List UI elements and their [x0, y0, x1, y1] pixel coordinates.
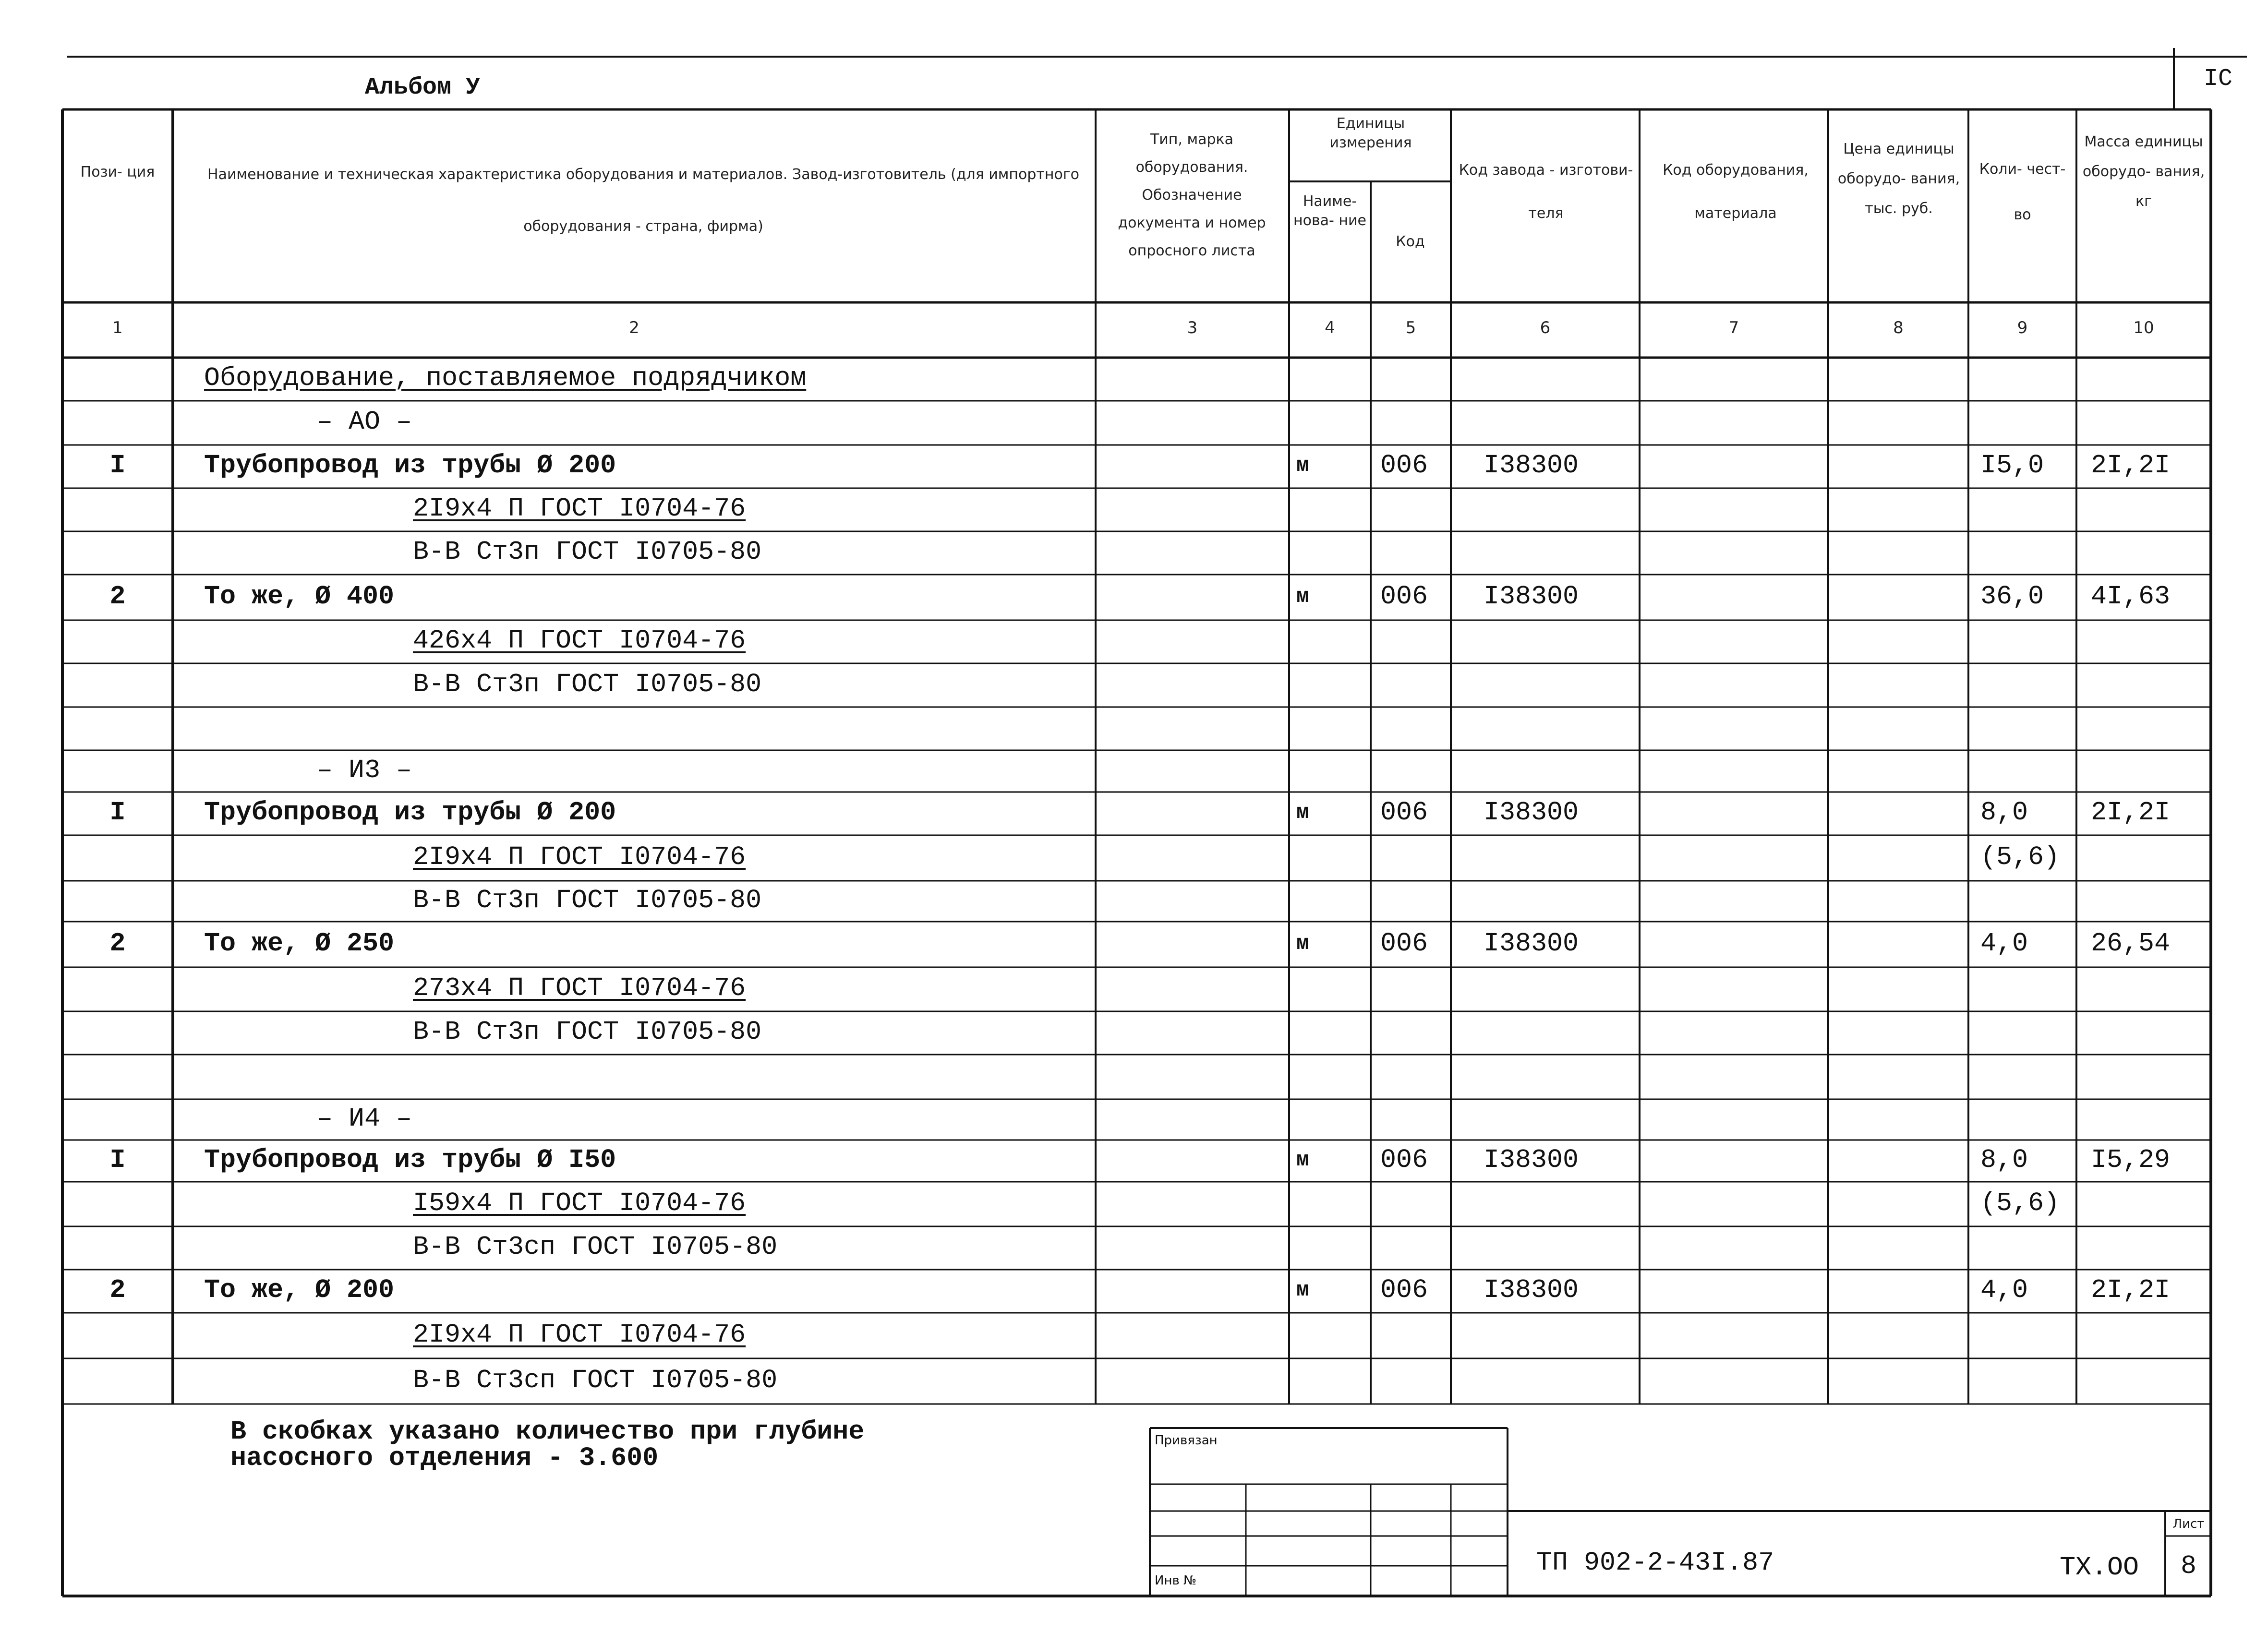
- document-code: ТП 902-2-43I.87: [1536, 1548, 1774, 1578]
- row-name: То же, Ø 250: [204, 928, 395, 959]
- row-name: – АО –: [317, 407, 412, 437]
- column-number-8: 8: [1893, 318, 1904, 337]
- row-plant-code: I38300: [1484, 1275, 1579, 1305]
- row-name: В-В Ст3п ГОСТ I0705-80: [413, 669, 762, 699]
- row-name: Оборудование, поставляемое подрядчиком: [204, 363, 807, 393]
- header-equipment-code: Код оборудования, материала: [1663, 162, 1809, 222]
- row-plant-code: I38300: [1484, 581, 1579, 612]
- header-plant-code: Код завода - изготови- теля: [1459, 162, 1633, 222]
- row-unit: м: [1296, 1148, 1309, 1172]
- row-name: 2I9х4 П ГОСТ I0704-76: [413, 841, 746, 872]
- row-position: 2: [109, 928, 126, 959]
- row-quantity: 8,0: [1980, 797, 2028, 828]
- row-position: I: [109, 1144, 126, 1175]
- row-name: То же, Ø 200: [204, 1275, 395, 1305]
- column-number-7: 7: [1728, 318, 1739, 337]
- row-name: В-В Ст3п ГОСТ I0705-80: [413, 537, 762, 567]
- row-unit: м: [1296, 454, 1309, 478]
- column-number-1: 1: [112, 318, 123, 337]
- row-name: Трубопровод из трубы Ø I50: [204, 1144, 616, 1175]
- header-position: Пози- ция: [80, 164, 155, 180]
- row-quantity: 8,0: [1980, 1144, 2028, 1175]
- row-unit: м: [1296, 801, 1309, 825]
- row-quantity: 36,0: [1980, 581, 2044, 612]
- row-name: – И3 –: [317, 755, 412, 785]
- row-plant-code: I38300: [1484, 928, 1579, 959]
- row-mass: 4I,63: [2091, 581, 2171, 612]
- row-position: I: [109, 450, 126, 480]
- row-unit: м: [1296, 931, 1309, 956]
- row-name: 273х4 П ГОСТ I0704-76: [413, 973, 746, 1003]
- footnote-line-2: насосного отделения - 3.600: [230, 1443, 659, 1473]
- row-unit-code: 006: [1380, 1275, 1428, 1305]
- row-unit-code: 006: [1380, 928, 1428, 959]
- row-quantity: 4,0: [1980, 1275, 2028, 1305]
- sheet-label: Лист: [2172, 1517, 2205, 1531]
- row-mass: 2I,2I: [2091, 450, 2171, 480]
- header-quantity: Коли- чест- во: [1979, 161, 2066, 223]
- column-number-3: 3: [1187, 318, 1198, 337]
- section-code: ТХ.ОО: [2060, 1552, 2139, 1583]
- row-position: 2: [109, 581, 126, 612]
- corner-sheet-number: IC: [2204, 65, 2233, 93]
- header-mass: Масса единицы оборудо- вания, кг: [2082, 133, 2205, 210]
- row-mass: 26,54: [2091, 928, 2171, 959]
- row-unit: м: [1296, 584, 1309, 609]
- column-number-2: 2: [629, 318, 639, 337]
- column-number-10: 10: [2133, 318, 2154, 337]
- row-unit: м: [1296, 1278, 1309, 1302]
- row-quantity: 4,0: [1980, 928, 2028, 959]
- row-name: В-В Ст3сп ГОСТ I0705-80: [413, 1365, 778, 1395]
- column-number-9: 9: [2017, 318, 2028, 337]
- row-position: I: [109, 797, 126, 828]
- row-name: Трубопровод из трубы Ø 200: [204, 450, 616, 480]
- header-unit-name: Наиме- нова- ние: [1293, 193, 1366, 229]
- header-name: Наименование и техническая характеристика оборудования и материалов. Завод-изготовитель (для импортного оборудования - страна, фирма): [207, 166, 1079, 235]
- header-units: Единицы измерения: [1329, 115, 1412, 151]
- column-number-5: 5: [1405, 318, 1416, 337]
- row-name: То же, Ø 400: [204, 581, 395, 612]
- row-name: – И4 –: [317, 1103, 412, 1134]
- footnote-line-1: В скобках указано количество при глубине: [230, 1416, 865, 1447]
- album-title: Альбом У: [365, 74, 481, 101]
- row-mass: 2I,2I: [2091, 1275, 2171, 1305]
- row-unit-code: 006: [1380, 450, 1428, 480]
- row-plant-code: I38300: [1484, 797, 1579, 828]
- row-plant-code: I38300: [1484, 450, 1579, 480]
- row-unit-code: 006: [1380, 797, 1428, 828]
- column-number-6: 6: [1540, 318, 1551, 337]
- row-mass: 2I,2I: [2091, 797, 2171, 828]
- row-unit-code: 006: [1380, 581, 1428, 612]
- row-name: 2I9х4 П ГОСТ I0704-76: [413, 493, 746, 524]
- row-name: В-В Ст3п ГОСТ I0705-80: [413, 885, 762, 915]
- stamp-inventory-label: Инв №: [1155, 1573, 1197, 1588]
- row-name: В-В Ст3п ГОСТ I0705-80: [413, 1017, 762, 1047]
- row-name: I59х4 П ГОСТ I0704-76: [413, 1188, 746, 1218]
- row-name: 2I9х4 П ГОСТ I0704-76: [413, 1319, 746, 1350]
- row-quantity: (5,6): [1980, 841, 2060, 872]
- row-position: 2: [109, 1275, 126, 1305]
- column-number-4: 4: [1325, 318, 1335, 337]
- row-quantity: I5,0: [1980, 450, 2044, 480]
- sheet-number: 8: [2180, 1551, 2196, 1581]
- row-name: Трубопровод из трубы Ø 200: [204, 797, 616, 828]
- row-mass: I5,29: [2091, 1144, 2171, 1175]
- row-quantity: (5,6): [1980, 1188, 2060, 1218]
- header-price: Цена единицы оборудо- вания, тыс. руб.: [1837, 141, 1960, 217]
- header-type: Тип, марка оборудования. Обозначение документа и номер опросного листа: [1118, 131, 1266, 259]
- row-unit-code: 006: [1380, 1144, 1428, 1175]
- row-plant-code: I38300: [1484, 1144, 1579, 1175]
- row-name: 426х4 П ГОСТ I0704-76: [413, 625, 746, 656]
- header-unit-code: Код: [1396, 233, 1425, 250]
- row-name: В-В Ст3сп ГОСТ I0705-80: [413, 1232, 778, 1262]
- stamp-bound-label: Привязан: [1155, 1433, 1218, 1448]
